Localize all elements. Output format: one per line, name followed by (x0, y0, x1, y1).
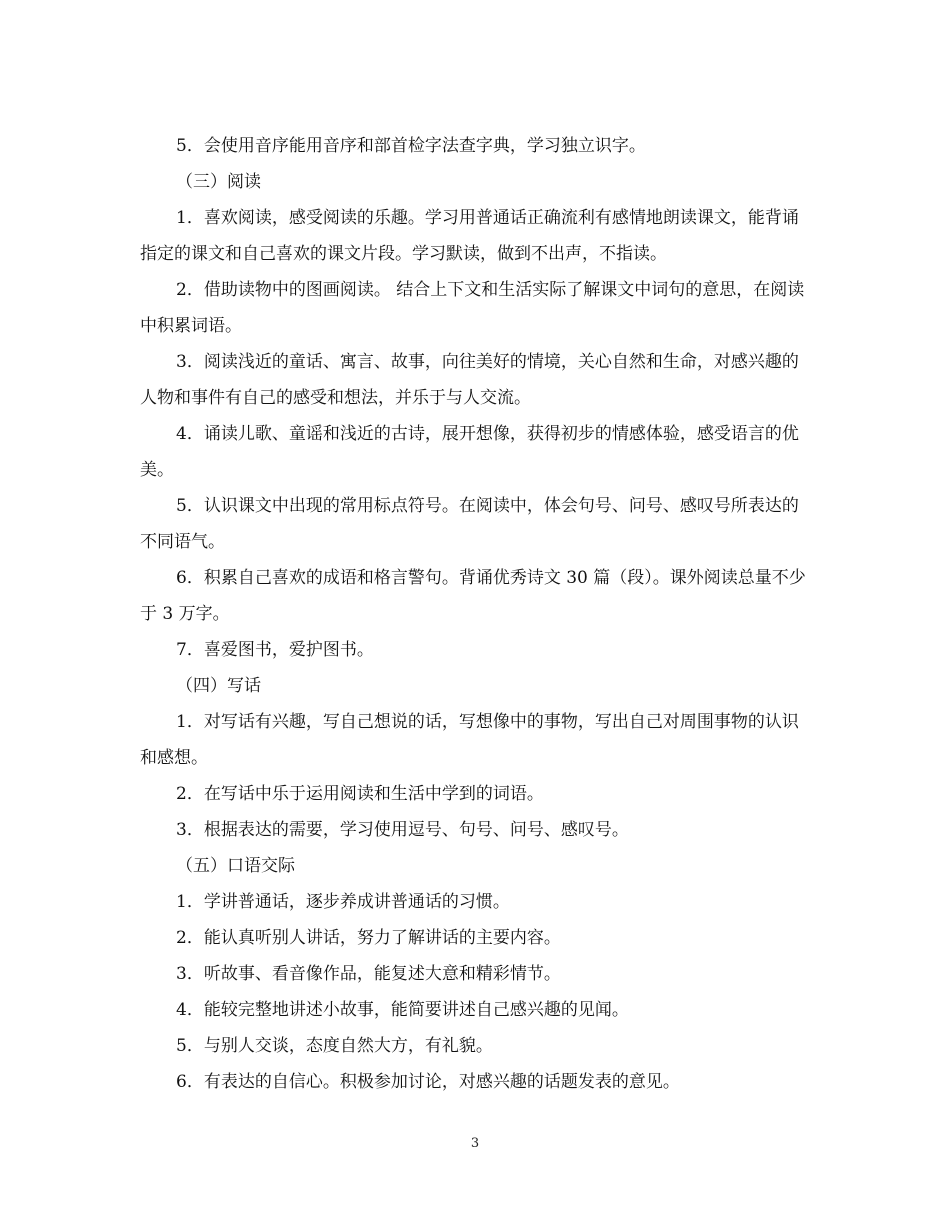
section-heading: （四）写话 (176, 676, 261, 696)
list-item: 3．阅读浅近的童话、寓言、故事，向往美好的情境，关心自然和生命，对感兴趣的人物和事件有自己的感受和想法，并乐于与人交流。 (140, 352, 799, 408)
list-item: 1．喜欢阅读，感受阅读的乐趣。学习用普通话正确流利有感情地朗读课文，能背诵指定的课文和自己喜欢的课文片段。学习默读，做到不出声，不指读。 (140, 208, 799, 264)
list-item: 5．会使用音序能用音序和部首检字法查字典，学习独立识字。 (176, 136, 646, 156)
list-item: 6．有表达的自信心。积极参加讨论，对感兴趣的话题发表的意见。 (176, 1072, 680, 1092)
section-heading: （三）阅读 (176, 172, 261, 192)
list-item: 6．积累自己喜欢的成语和格言警句。背诵优秀诗文 30 篇（段）。课外阅读总量不少于 3 万字。 (140, 568, 806, 624)
section-heading: （五）口语交际 (176, 856, 295, 876)
list-item: 5．认识课文中出现的常用标点符号。在阅读中，体会句号、问号、感叹号所表达的不同语气。 (140, 496, 799, 552)
list-item: 3．根据表达的需要，学习使用逗号、句号、问号、感叹号。 (176, 820, 629, 840)
list-item: 1．对写话有兴趣，写自己想说的话，写想像中的事物，写出自己对周围事物的认识和感想。 (140, 712, 799, 768)
list-item: 2．借助读物中的图画阅读。 结合上下文和生活实际了解课文中词句的意思，在阅读中积累词语。 (140, 280, 805, 336)
page-number: 3 (470, 1136, 480, 1151)
list-item: 4．诵读儿歌、童谣和浅近的古诗，展开想像，获得初步的情感体验，感受语言的优美。 (140, 424, 799, 480)
list-item: 5．与别人交谈，态度自然大方，有礼貌。 (176, 1036, 493, 1056)
list-item: 7．喜爱图书，爱护图书。 (176, 640, 374, 660)
list-item: 4．能较完整地讲述小故事，能简要讲述自己感兴趣的见闻。 (176, 1000, 629, 1020)
document-body (140, 128, 812, 1100)
list-item: 3．听故事、看音像作品，能复述大意和精彩情节。 (176, 964, 561, 984)
list-item: 2．能认真听别人讲话，努力了解讲话的主要内容。 (176, 928, 561, 948)
list-item: 1．学讲普通话，逐步养成讲普通话的习惯。 (176, 892, 510, 912)
list-item: 2．在写话中乐于运用阅读和生活中学到的词语。 (176, 784, 544, 804)
